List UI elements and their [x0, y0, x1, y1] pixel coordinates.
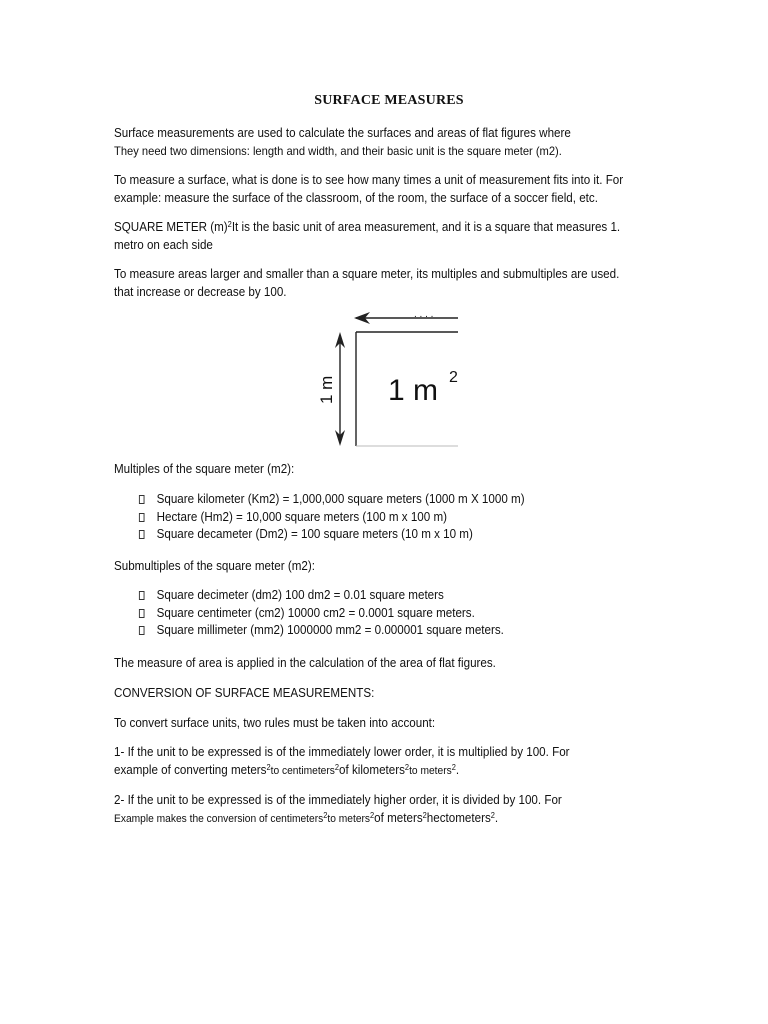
top-dots: . . . . — [414, 309, 434, 320]
list-item-text: Hectare (Hm2) = 10,000 square meters (100 m x 100 m) — [156, 509, 448, 524]
area-superscript: 2 — [449, 369, 458, 386]
superscript: 2 — [323, 811, 328, 820]
superscript: 2 — [490, 811, 495, 820]
rule-1-text-d: to meters — [409, 765, 452, 777]
submultiples-list — [138, 587, 504, 640]
list-item — [138, 509, 525, 527]
intro-line-2: They need two dimensions: length and width, and their basic unit is the square meter (m2). — [114, 144, 562, 158]
multiples-list — [138, 491, 525, 544]
side-length-label: 1 m — [317, 375, 336, 404]
area-applied-paragraph: The measure of area is applied in the calculation of the area of flat figures. — [114, 656, 496, 670]
multiples-intro-line-1: To measure areas larger and smaller than a square meter, its multiples and submultiples are used. — [114, 267, 620, 281]
bullet-icon — [139, 591, 145, 600]
list-item — [138, 605, 504, 623]
rule-2-paragraph — [114, 791, 598, 828]
rule-2-text-c: of meters — [374, 811, 423, 825]
rule-1-text-c: of kilometers — [339, 763, 405, 777]
bullet-icon — [139, 609, 145, 618]
rule-1-line-1: 1- If the unit to be expressed is of the immediately lower order, it is multiplied by 100. For — [114, 745, 570, 759]
list-item — [138, 587, 504, 605]
rule-2-line-1: 2- If the unit to be expressed is of the immediately higher order, it is divided by 100. For — [114, 793, 562, 807]
list-item-text: Square millimeter (mm2) 1000000 mm2 = 0.000001 square meters. — [156, 623, 504, 637]
multiples-intro-paragraph — [114, 265, 620, 301]
rule-1-line-2 — [114, 761, 598, 780]
submultiples-heading: Submultiples of the square meter (m2): — [114, 559, 315, 573]
multiples-intro-line-2: that increase or decrease by 100. — [114, 285, 287, 299]
list-item — [138, 491, 525, 509]
square-meter-superscript: 2 — [227, 220, 232, 229]
rule-2-text-a: Example makes the conversion of centimeters — [114, 813, 324, 825]
rule-2-text-b: to meters — [327, 813, 371, 825]
square-meter-paragraph — [114, 218, 621, 254]
superscript: 2 — [334, 763, 340, 772]
rule-2-line-2 — [114, 809, 598, 828]
square-meter-figure — [310, 308, 460, 450]
page-title: SURFACE MEASURES — [314, 93, 464, 108]
rule-1-text-e: . — [455, 763, 460, 777]
conversion-heading: CONVERSION OF SURFACE MEASUREMENTS: — [114, 686, 375, 700]
list-item — [138, 526, 525, 544]
rule-2-text-e: . — [494, 811, 499, 825]
list-item — [138, 622, 504, 640]
bullet-icon — [139, 626, 145, 635]
rule-1-paragraph — [114, 743, 598, 780]
multiples-heading: Multiples of the square meter (m2): — [114, 462, 295, 476]
rule-2-text-d: hectometers — [426, 811, 491, 825]
how-to-measure-paragraph — [114, 171, 624, 207]
superscript: 2 — [404, 763, 410, 772]
square-meter-term: SQUARE METER (m) — [114, 220, 228, 234]
list-item-text: Square kilometer (Km2) = 1,000,000 square meters (1000 m X 1000 m) — [156, 492, 525, 506]
list-item-text: Square centimeter (cm2) 10000 cm2 = 0.0001 square meters. — [156, 605, 475, 620]
square-meter-definition: It is the basic unit of area measurement, and it is a square that measures 1. — [231, 220, 621, 234]
superscript: 2 — [370, 811, 375, 820]
area-label: 1 m — [388, 374, 439, 407]
rule-1-text-a: example of converting meters — [114, 763, 267, 777]
conversion-intro: To convert surface units, two rules must be taken into account: — [114, 716, 436, 730]
list-item-text: Square decameter (Dm2) = 100 square meters (10 m x 10 m) — [156, 527, 473, 541]
square-meter-line-2: metro on each side — [114, 238, 213, 252]
superscript: 2 — [266, 763, 271, 772]
intro-paragraph — [114, 124, 598, 160]
how-to-measure-line-1: To measure a surface, what is done is to see how many times a unit of measurement fits into it. For — [114, 173, 624, 187]
bullet-icon — [139, 495, 145, 504]
intro-line-1: Surface measurements are used to calculate the surfaces and areas of flat figures where — [114, 126, 571, 140]
bullet-icon — [139, 513, 145, 522]
superscript: 2 — [422, 811, 427, 820]
list-item-text: Square decimeter (dm2) 100 dm2 = 0.01 square meters — [156, 588, 444, 602]
superscript: 2 — [451, 763, 456, 772]
how-to-measure-line-2: example: measure the surface of the classroom, of the room, the surface of a soccer field, etc. — [114, 191, 598, 205]
bullet-icon — [139, 530, 145, 539]
square-meter-line-1 — [114, 218, 621, 236]
rule-1-text-b: to centimeters — [270, 765, 335, 777]
